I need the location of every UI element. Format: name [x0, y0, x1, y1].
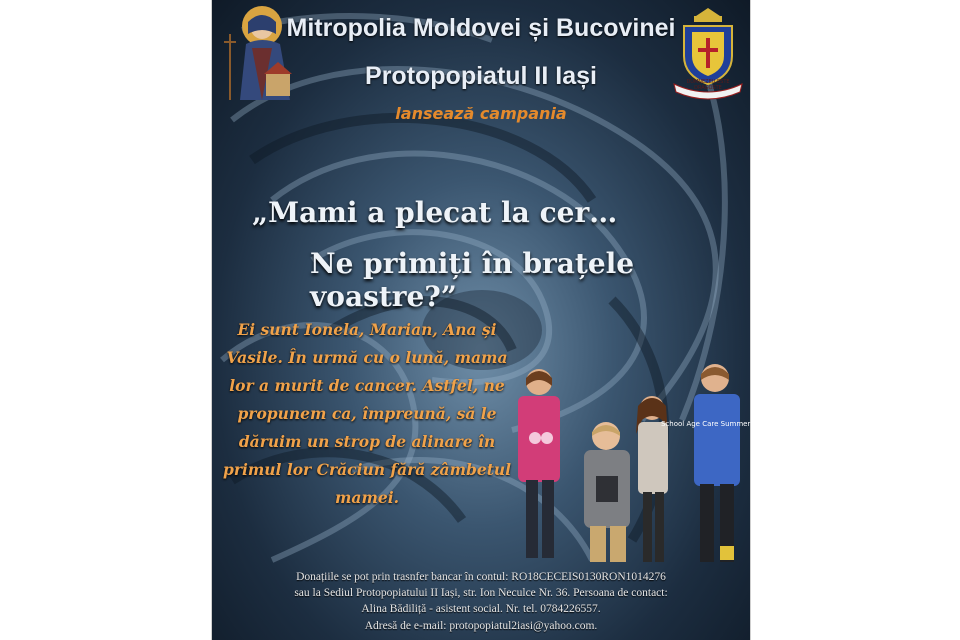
launch-text: lansează campania — [395, 104, 567, 123]
child-ionela — [518, 369, 560, 558]
campaign-quote-line-2: Ne primiți în brațele voastre?” — [310, 247, 635, 313]
shirt-text: School Age Care Summer Camp — [660, 420, 774, 428]
organization-subtitle: Protopopiatul II Iași — [365, 62, 597, 90]
organization-title: Mitropolia Moldovei și Bucovinei — [286, 14, 676, 42]
child-marian — [661, 364, 774, 562]
footer-line-3: Alina Bădiliță - asistent social. Nr. tel. 0784226557. — [361, 603, 601, 615]
child-vasile — [584, 422, 630, 562]
footer-line-2: sau la Sediul Protopopiatului II Iași, str. Ion Neculce Nr. 36. Persoana de contact: — [294, 587, 668, 599]
campaign-poster — [211, 0, 774, 640]
coat-motto: DUMNEZEU ESTE DRAGOSTE — [686, 79, 730, 91]
footer-line-1: Donațiile se pot prin trasnfer bancar în contul: RO18CECEIS0130RON1014276 — [296, 571, 666, 583]
footer-email: Adresă de e-mail: protopopiatul2iasi@yahoo.com. — [364, 620, 598, 632]
children-photo — [502, 360, 774, 575]
campaign-quote-line-1: „Mami a plecat la cer… — [252, 196, 618, 229]
story-text: Ei sunt Ionela, Marian, Ana și Vasile. În urmă cu o lună, mama lor a murit de cancer. Astfel, ne propunem ca, împreună, să le dăruim un strop de alinare în primul lor Crăciun fără zâmbetul mamei. — [222, 320, 512, 507]
